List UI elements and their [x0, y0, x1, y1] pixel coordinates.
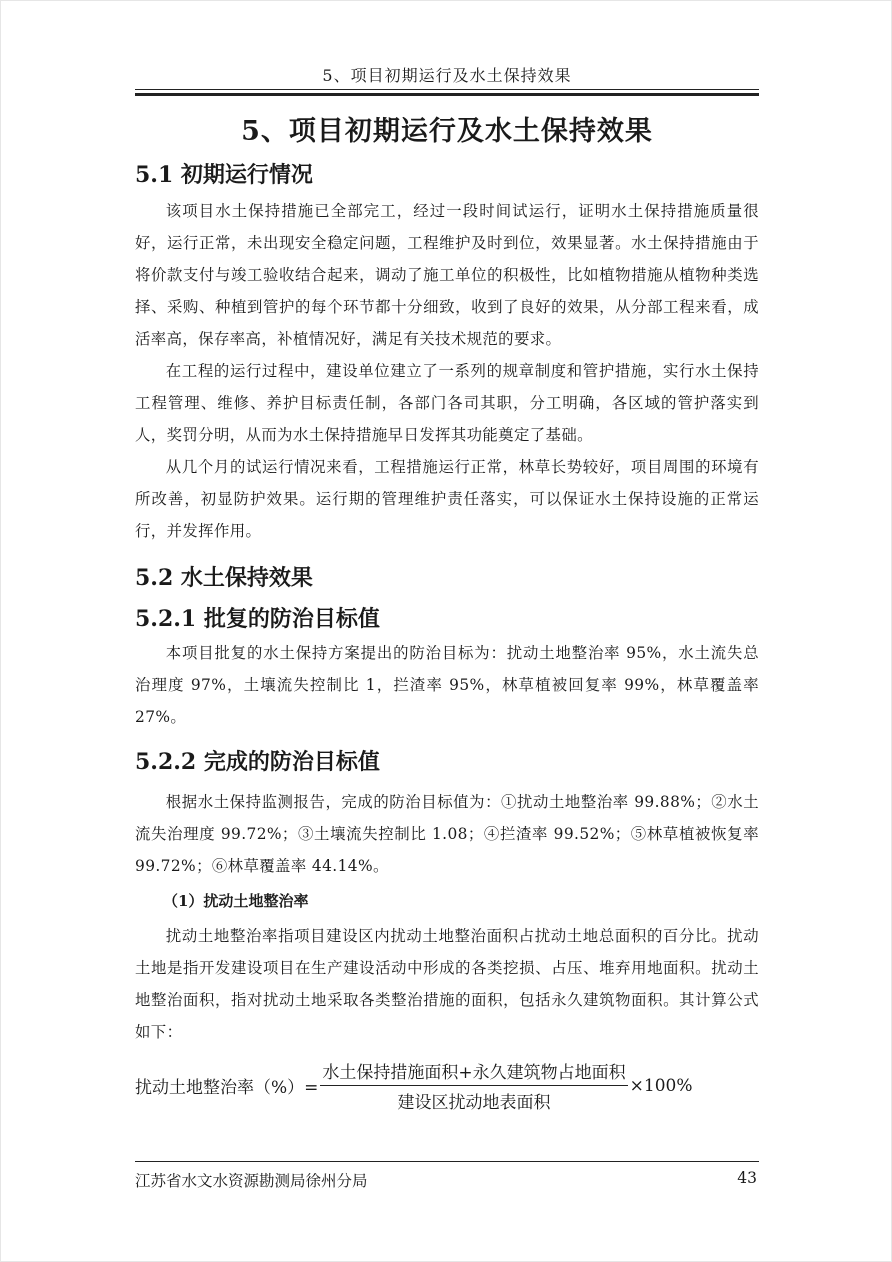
item-heading-1: （1）扰动土地整治率	[163, 892, 309, 910]
section-heading-5-2: 5.2 水土保持效果	[135, 565, 313, 591]
subsection-heading-5-2-2: 5.2.2 完成的防治目标值	[135, 749, 380, 775]
running-header: 5、项目初期运行及水土保持效果	[322, 66, 572, 85]
paragraph: 该项目水土保持措施已全部完工，经过一段时间试运行，证明水土保持措施质量很好，运行正常，未出现安全稳定问题，工程维护及时到位，效果显著。水土保持措施由于将价款支付与竣工验收结合起来，调动了施工单位的积极性，比如植物措施从植物种类选择、采购、种植到管护的每个环节都十分细致，收到了良好的效果，从分部工程来看，成活率高，保存率高，补植情况好，满足有关技术规范的要求。	[135, 202, 759, 348]
paragraph: 扰动土地整治率指项目建设区内扰动土地整治面积占扰动土地总面积的百分比。扰动土地是指开发建设项目在生产建设活动中形成的各类挖损、占压、堆弃用地面积。扰动土地整治面积，指对扰动土地采取各类整治措施的面积，包括永久建筑物面积。其计算公式如下：	[135, 927, 759, 1041]
subsection-heading-5-2-1: 5.2.1 批复的防治目标值	[135, 606, 380, 632]
page-number: 43	[737, 1169, 757, 1187]
paragraph: 根据水土保持监测报告，完成的防治目标值为：①扰动土地整治率 99.88%；②水土流失治理度 99.72%；③土壤流失控制比 1.08；④拦渣率 99.52%；⑤林草植被恢复率 99.72%；⑥林草覆盖率 44.14%。	[135, 793, 759, 875]
section-heading-5-1: 5.1 初期运行情况	[135, 162, 313, 188]
page-content	[135, 105, 759, 1113]
paragraph: 本项目批复的水土保持方案提出的防治目标为：扰动土地整治率 95%，水土流失总治理度 97%，土壤流失控制比 1，拦渣率 95%，林草植被回复率 99%，林草覆盖率 27%。	[135, 644, 759, 726]
formula	[135, 1058, 759, 1113]
formula-numerator: 水土保持措施面积+永久建筑物占地面积	[320, 1058, 627, 1086]
footer-rule	[135, 1161, 759, 1162]
chapter-title: 5、项目初期运行及水土保持效果	[241, 116, 653, 147]
header-rule-thick	[135, 93, 759, 96]
footer-organization: 江苏省水文水资源勘测局徐州分局	[135, 1172, 368, 1190]
header-rule-thin	[135, 89, 759, 90]
formula-denominator: 建设区扰动地表面积	[397, 1093, 551, 1113]
formula-fraction	[320, 1058, 627, 1113]
paragraph: 在工程的运行过程中，建设单位建立了一系列的规章制度和管护措施，实行水土保持工程管理、维修、养护目标责任制，各部门各司其职，分工明确，各区域的管护落实到人，奖罚分明，从而为水土保持措施早日发挥其功能奠定了基础。	[135, 362, 759, 444]
paragraph: 从几个月的试运行情况来看，工程措施运行正常，林草长势较好，项目周围的环境有所改善，初显防护效果。运行期的管理维护责任落实，可以保证水土保持设施的正常运行，并发挥作用。	[135, 458, 759, 540]
formula-lhs: 扰动土地整治率（%）=	[135, 1078, 319, 1098]
formula-multiplier: ×100%	[629, 1075, 693, 1096]
